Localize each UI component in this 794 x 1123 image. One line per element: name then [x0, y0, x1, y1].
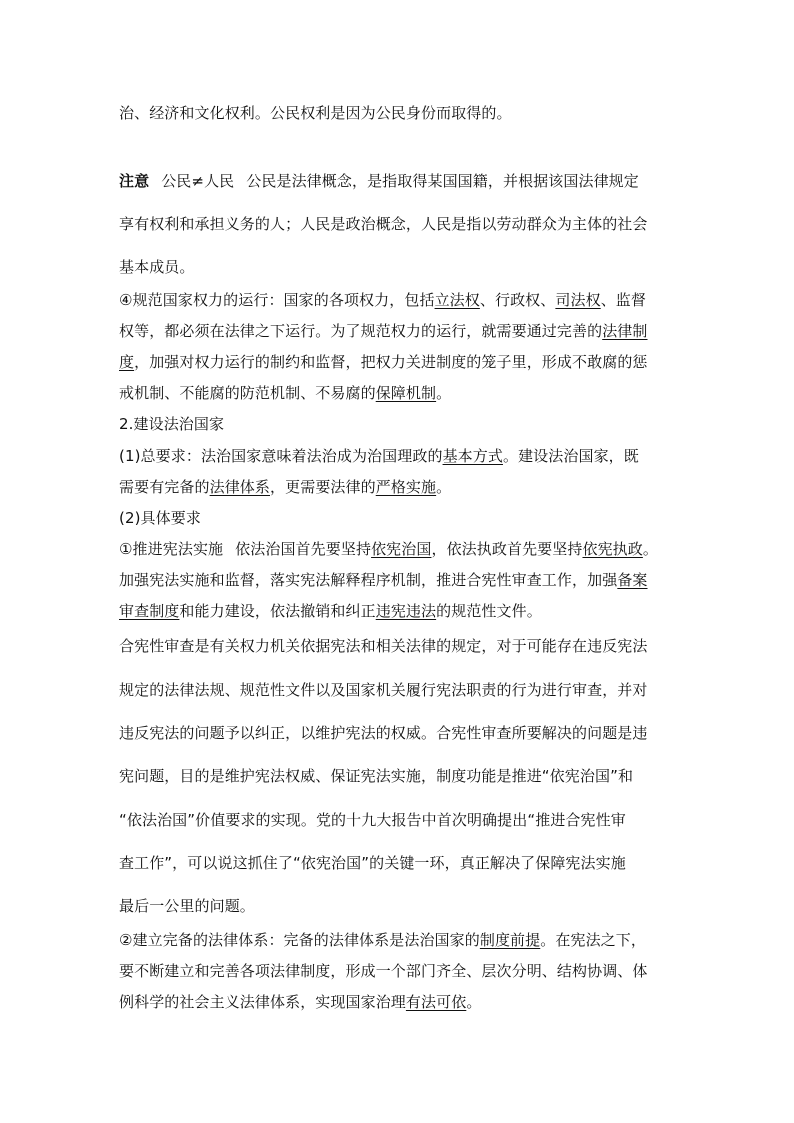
explain-line-1: [119, 636, 679, 656]
note-line-1: [119, 171, 679, 191]
item-4-line-4: [119, 383, 679, 403]
text-segment: 例科学的社会主义法律体系，实现国家治理: [119, 993, 406, 1011]
note-text: 基本成员。: [119, 258, 195, 276]
text-segment: ②建立完备的法律体系：完备的法律体系是法治国家的: [119, 931, 480, 949]
note-label: 注意: [119, 172, 150, 190]
underlined-term: 审查制度: [119, 602, 180, 620]
explain-line-6: [119, 853, 679, 873]
text-segment: 。在宪法之下，: [540, 931, 646, 949]
subsection-heading: [119, 508, 679, 528]
text-segment: 戒机制、不能腐的防范机制、不易腐的: [119, 384, 376, 402]
text-line-1: [119, 103, 679, 123]
note-line-3: [119, 257, 679, 277]
paragraph-text: “依法治国”价值要求的实现。党的十九大报告中首次明确提出“推进合宪性审: [119, 811, 626, 829]
explain-line-5: [119, 810, 679, 830]
text-segment: 加强宪法实施和监督，落实宪法解释程序机制，推进合宪性审查工作，加强: [119, 571, 618, 589]
text-segment: 。: [436, 384, 452, 402]
text-segment: 。: [436, 478, 452, 496]
item-1-line-1: [119, 539, 679, 559]
paragraph-text: 违反宪法的问题予以纠正，以维护宪法的权威。合宪性审查所要解决的问题是违: [119, 724, 648, 742]
underlined-term: 依宪治国: [371, 540, 432, 558]
note-text: 公民是法律概念，是指取得某国国籍，并根据该国法律规定: [246, 172, 639, 190]
item-2-line-1: [119, 930, 679, 950]
underlined-term: 严格实施: [375, 478, 437, 496]
text-segment: 需要有完备的: [119, 478, 210, 496]
underlined-term: 立法权: [434, 291, 480, 309]
paragraph-text: 查工作”，可以说这抓住了“依宪治国”的关键一环，真正解决了保障宪法实施: [119, 854, 626, 872]
note-line-2: [119, 214, 679, 234]
heading-text: (2)具体要求: [119, 509, 201, 527]
requirement-line-1: [119, 446, 679, 466]
explain-line-3: [119, 723, 679, 743]
paragraph-text: 宪问题，目的是维护宪法权威、保证宪法实施，制度功能是推进“依宪治国”和: [119, 767, 634, 785]
explain-line-2: [119, 680, 679, 700]
underlined-term: 法律制: [602, 322, 648, 340]
paragraph-text: 合宪性审查是有关权力机关依据宪法和相关法律的规定，对于可能存在违反宪法: [119, 637, 648, 655]
note-title: 公民≠人民: [161, 172, 235, 190]
explain-line-7: [119, 896, 679, 916]
item-4-line-3: [119, 352, 679, 372]
section-heading: [119, 414, 679, 434]
text-segment: ，加强对权力运行的制约和监督，把权力关进制度的笼子里，形成不敢腐的惩: [134, 353, 648, 371]
item-4-line-2: [119, 321, 679, 341]
paragraph-text: 治、经济和文化权利。公民权利是因为公民身份而取得的。: [119, 104, 512, 122]
text-segment: (1)总要求：法治国家意味着法治成为治国理政的: [119, 447, 443, 465]
requirement-line-2: [119, 477, 679, 497]
text-segment: 依法治国首先要坚持: [235, 540, 372, 558]
item-1-line-2: [119, 570, 679, 590]
text-segment: 。: [466, 993, 482, 1011]
underlined-term: 制度前提: [479, 931, 541, 949]
text-segment: 。: [642, 540, 658, 558]
item-2-line-2: [119, 961, 679, 981]
text-segment: 和能力建设，依法撤销和纠正: [179, 602, 376, 620]
underlined-term: 有法可依: [405, 993, 467, 1011]
underlined-term: 司法权: [555, 291, 601, 309]
text-segment: 的规范性文件。: [436, 602, 542, 620]
text-segment: 、行政权、: [479, 291, 556, 309]
underlined-term: 度: [119, 353, 135, 371]
item-4-line-1: [119, 290, 679, 310]
text-segment: ④规范国家权力的运行：国家的各项权力，包括: [119, 291, 435, 309]
paragraph-text: 规定的法律法规、规范性文件以及国家机关履行宪法职责的行为进行审查，并对: [119, 681, 648, 699]
item-2-line-3: [119, 992, 679, 1012]
text-segment: 、监督: [600, 291, 647, 309]
underlined-term: 违宪违法: [375, 602, 437, 620]
underlined-term: 保障机制: [375, 384, 437, 402]
note-text: 享有权利和承担义务的人；人民是政治概念，人民是指以劳动群众为主体的社会: [119, 215, 648, 233]
text-segment: 权等，都必须在法律之下运行。为了规范权力的运行，就需要通过完善的: [119, 322, 603, 340]
item-heading: ①推进宪法实施: [119, 540, 224, 558]
underlined-term: 备案: [617, 571, 648, 589]
text-segment: ，依法执政首先要坚持: [431, 540, 583, 558]
item-1-line-3: [119, 601, 679, 621]
explain-line-4: [119, 766, 679, 786]
paragraph-text: 最后一公里的问题。: [119, 897, 255, 915]
text-segment: 。建设法治国家，既: [502, 447, 639, 465]
heading-text: 2.建设法治国家: [119, 415, 225, 433]
underlined-term: 依宪执政: [582, 540, 643, 558]
text-segment: ，更需要法律的: [270, 478, 376, 496]
underlined-term: 法律体系: [209, 478, 271, 496]
paragraph-text: 要不断建立和完善各项法律制度，形成一个部门齐全、层次分明、结构协调、体: [119, 962, 648, 980]
underlined-term: 基本方式: [442, 447, 503, 465]
